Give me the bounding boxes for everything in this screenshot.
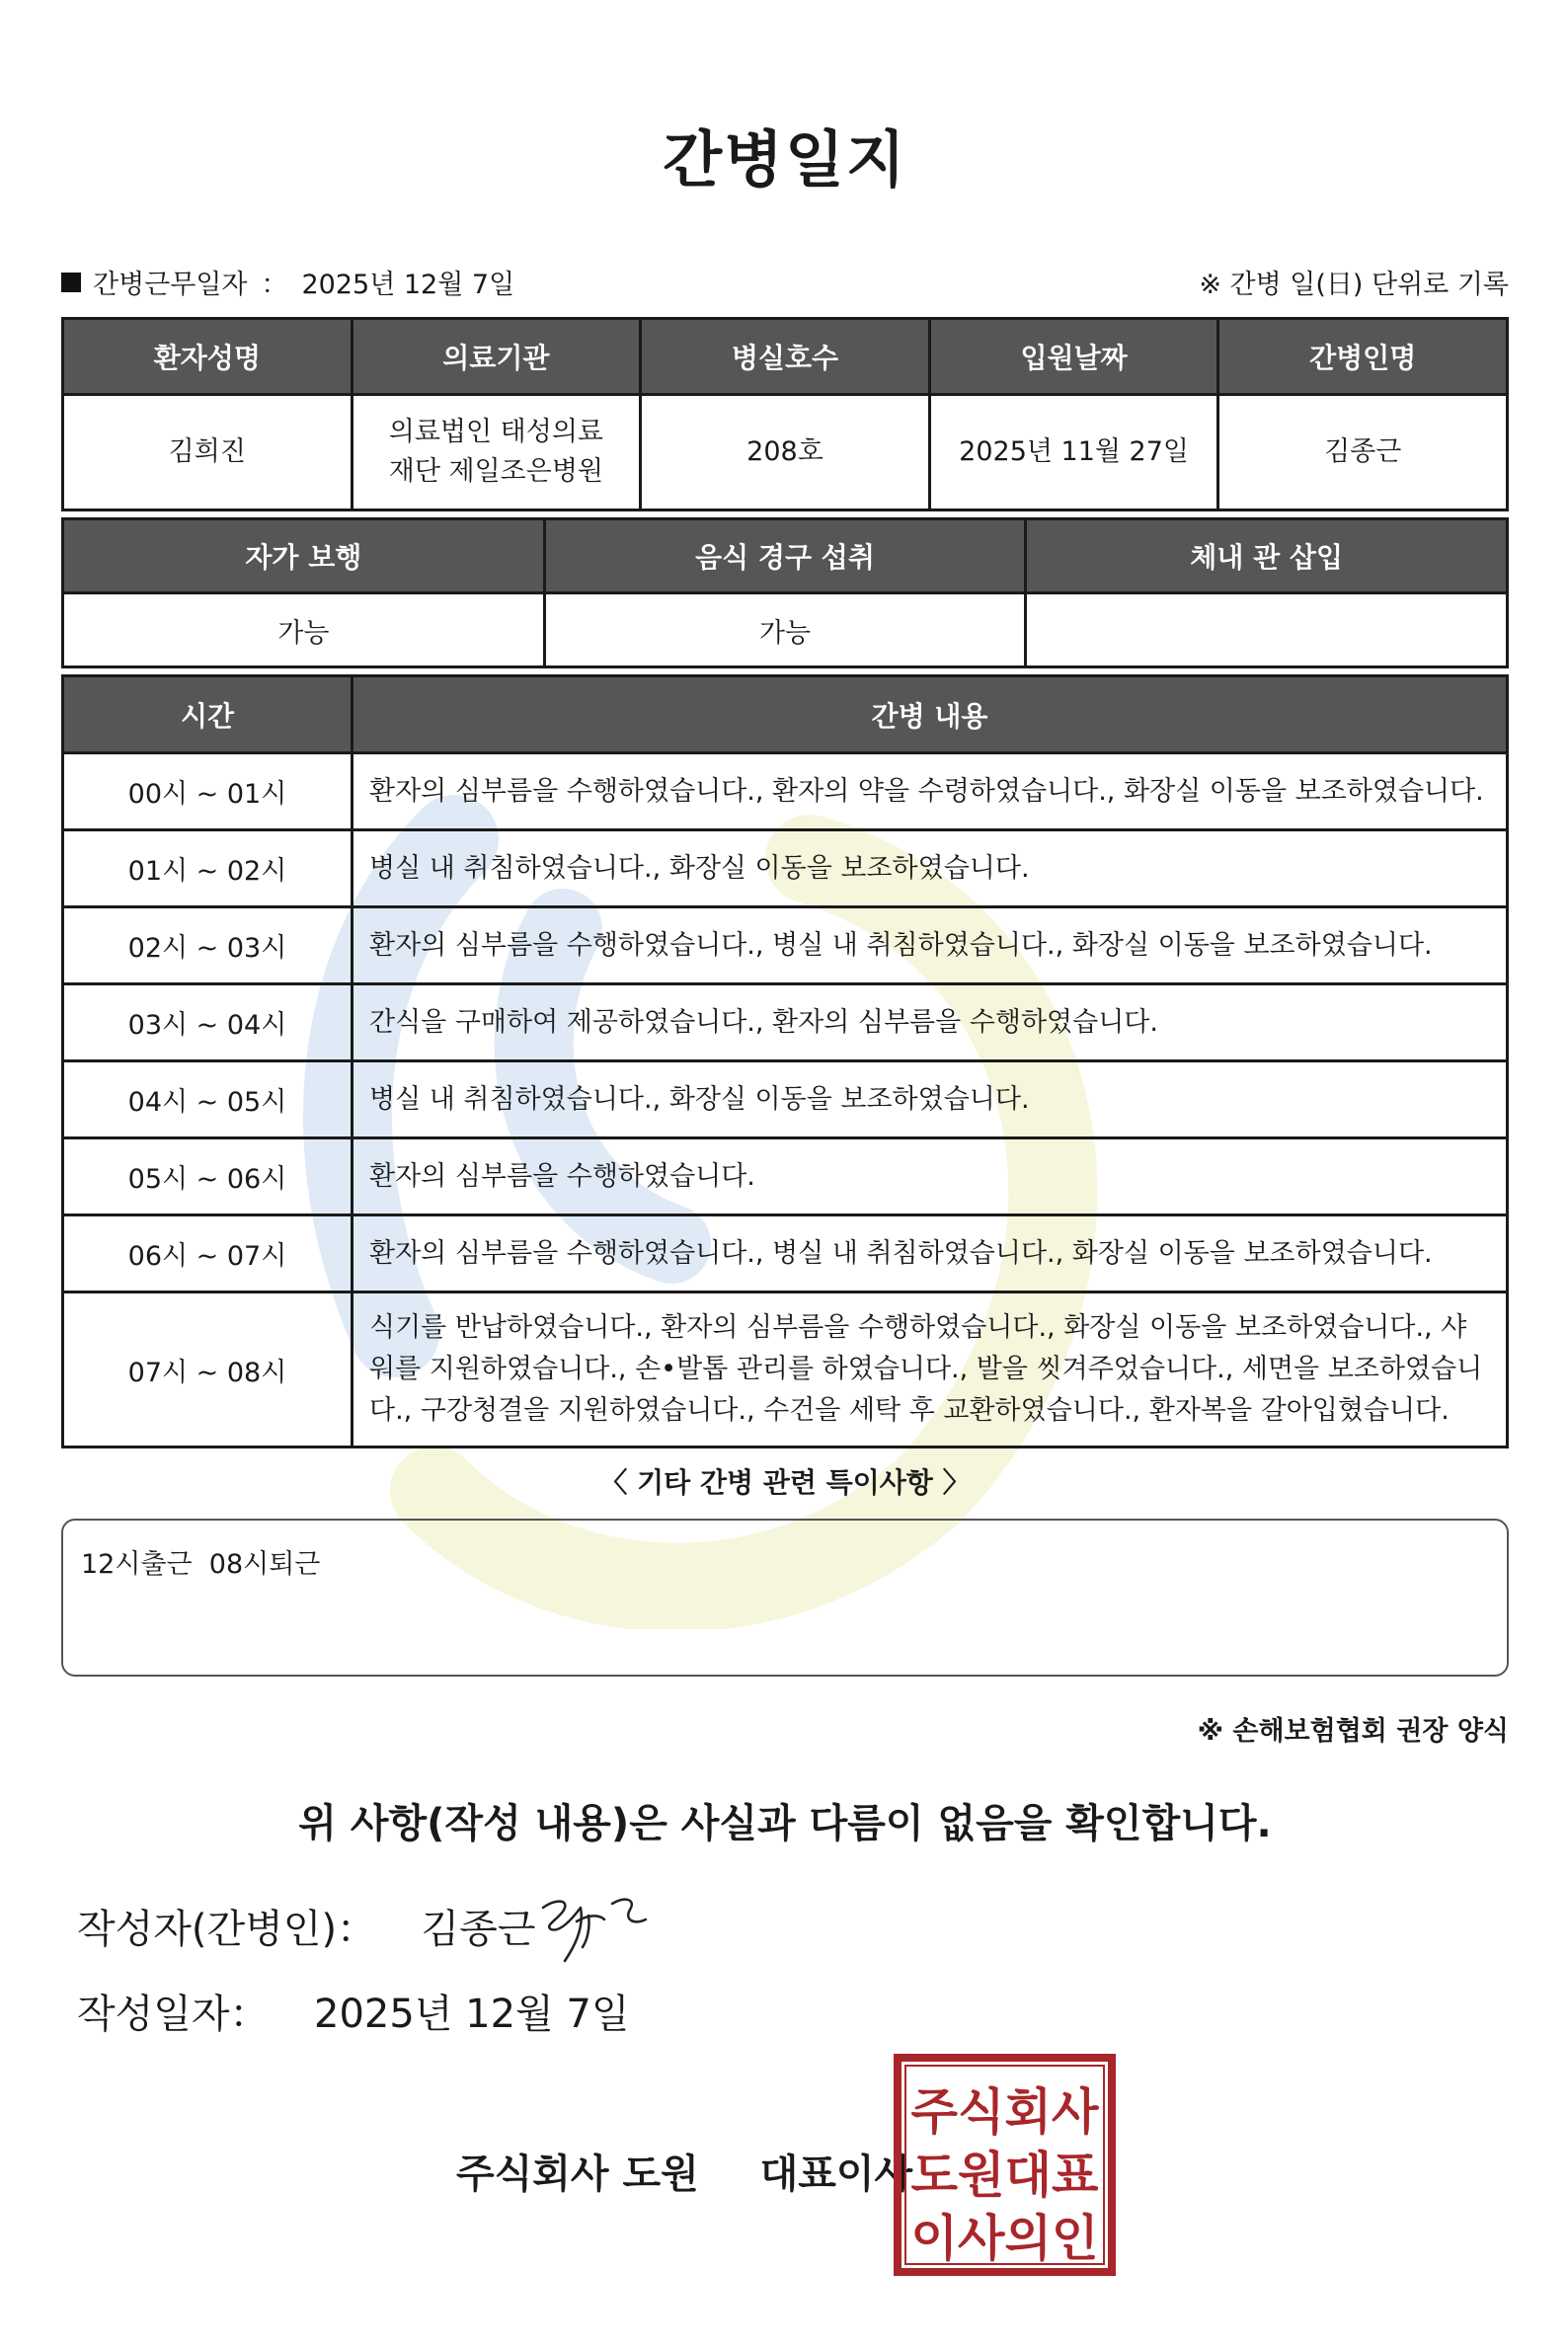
recommendation-note: ※ 손해보험협회 권장 양식 xyxy=(1197,1716,1509,1747)
header-room-number: 병실호수 xyxy=(641,319,930,395)
header-self-walking: 자가 보행 xyxy=(63,519,545,593)
work-date xyxy=(61,263,514,301)
table-row xyxy=(63,907,1508,984)
care-log-header-row xyxy=(63,676,1508,753)
work-date-value: 2025년 12월 7일 xyxy=(301,270,515,300)
time-cell: 02시 ~ 03시 xyxy=(63,907,353,984)
notes-text: 12시출근 08시퇴근 xyxy=(81,1549,321,1580)
time-cell: 03시 ~ 04시 xyxy=(63,984,353,1061)
header-care-content: 간병 내용 xyxy=(353,676,1508,753)
confirmation-statement: 위 사항(작성 내용)은 사실과 다름이 없음을 확인합니다. xyxy=(298,1801,1272,1846)
patient-status-table xyxy=(61,517,1509,668)
content-cell: 간식을 구매하여 제공하였습니다., 환자의 심부름을 수행하였습니다. xyxy=(353,984,1508,1061)
header-admission-date: 입원날짜 xyxy=(929,319,1218,395)
table-row xyxy=(63,1215,1508,1292)
written-date-label: 작성일자： xyxy=(77,1992,270,2037)
time-cell: 04시 ~ 05시 xyxy=(63,1061,353,1138)
table-row xyxy=(63,1292,1508,1448)
table-row xyxy=(63,830,1508,907)
written-date-line xyxy=(77,1983,630,2039)
company-name: 주식회사 도원 xyxy=(456,2152,699,2197)
writer-label: 작성자(간병인)： xyxy=(77,1907,377,1952)
meta-row xyxy=(61,263,1509,302)
content-cell: 환자의 심부름을 수행하였습니다., 병실 내 취침하였습니다., 화장실 이동을 보조하였습니다. xyxy=(353,1215,1508,1292)
table-row xyxy=(63,1061,1508,1138)
svg-text:도원대표: 도원대표 xyxy=(910,2147,1100,2204)
notes-title: 〈 기타 간병 관련 특이사항 〉 xyxy=(599,1466,971,1499)
header-patient-name: 환자성명 xyxy=(63,319,353,395)
content-cell: 환자의 심부름을 수행하였습니다., 환자의 약을 수령하였습니다., 화장실 이동을 보조하였습니다. xyxy=(353,753,1508,830)
admission-date: 2025년 11월 27일 xyxy=(929,395,1218,510)
written-date-value: 2025년 12월 7일 xyxy=(314,1992,630,2037)
work-date-label: 간병근무일자 xyxy=(93,270,248,300)
writer-name: 김종근 xyxy=(421,1907,536,1952)
time-cell: 07시 ~ 08시 xyxy=(63,1292,353,1448)
oral-intake-value: 가능 xyxy=(544,593,1026,667)
unit-note: ※ 간병 일(日) 단위로 기록 xyxy=(1199,270,1509,300)
company-line xyxy=(456,2143,912,2199)
content-cell: 병실 내 취침하였습니다., 화장실 이동을 보조하였습니다. xyxy=(353,830,1508,907)
care-log-table xyxy=(61,674,1509,1448)
handwritten-signature xyxy=(535,1886,664,1965)
time-cell: 05시 ~ 06시 xyxy=(63,1138,353,1215)
patient-info-header-row xyxy=(63,319,1508,395)
company-seal-stamp xyxy=(894,2054,1116,2276)
header-tube-insertion: 체내 관 삽입 xyxy=(1026,519,1508,593)
svg-text:이사의인: 이사의인 xyxy=(910,2210,1099,2267)
content-cell: 환자의 심부름을 수행하였습니다., 병실 내 취침하였습니다., 화장실 이동을 보조하였습니다. xyxy=(353,907,1508,984)
patient-name: 김희진 xyxy=(63,395,353,510)
document-title: 간병일지 xyxy=(663,123,907,196)
square-bullet-icon xyxy=(61,273,81,292)
tube-insertion-value xyxy=(1026,593,1508,667)
table-row xyxy=(63,753,1508,830)
time-cell: 01시 ~ 02시 xyxy=(63,830,353,907)
work-date-separator: ： xyxy=(261,270,288,300)
table-row xyxy=(63,984,1508,1061)
header-oral-intake: 음식 경구 섭취 xyxy=(544,519,1026,593)
room-number: 208호 xyxy=(641,395,930,510)
time-cell: 00시 ~ 01시 xyxy=(63,753,353,830)
patient-status-header-row xyxy=(63,519,1508,593)
header-hospital: 의료기관 xyxy=(352,319,641,395)
patient-status-value-row xyxy=(63,593,1508,667)
header-time: 시간 xyxy=(63,676,353,753)
table-row xyxy=(63,1138,1508,1215)
svg-text:주식회사: 주식회사 xyxy=(910,2083,1100,2141)
header-caregiver-name: 간병인명 xyxy=(1218,319,1508,395)
content-cell: 병실 내 취침하였습니다., 화장실 이동을 보조하였습니다. xyxy=(353,1061,1508,1138)
patient-info-value-row xyxy=(63,395,1508,510)
content-cell: 환자의 심부름을 수행하였습니다. xyxy=(353,1138,1508,1215)
writer-line xyxy=(77,1898,535,1954)
time-cell: 06시 ~ 07시 xyxy=(63,1215,353,1292)
caregiver-name: 김종근 xyxy=(1218,395,1508,510)
hospital-name: 의료법인 태성의료재단 제일조은병원 xyxy=(352,395,641,510)
notes-box xyxy=(61,1519,1509,1677)
patient-info-table xyxy=(61,317,1509,511)
self-walking-value: 가능 xyxy=(63,593,545,667)
company-title: 대표이사 xyxy=(759,2152,913,2197)
content-cell: 식기를 반납하였습니다., 환자의 심부름을 수행하였습니다., 화장실 이동을 보조하였습니다., 샤워를 지원하였습니다., 손•발톱 관리를 하였습니다., 발을 씻겨주었습니다., 세면을 보조하였습니다., 구강청결을 지원하였습니다., 수건을 세탁 후 교환하였습니다., 환자복을 갈아입혔습니다. xyxy=(353,1292,1508,1448)
